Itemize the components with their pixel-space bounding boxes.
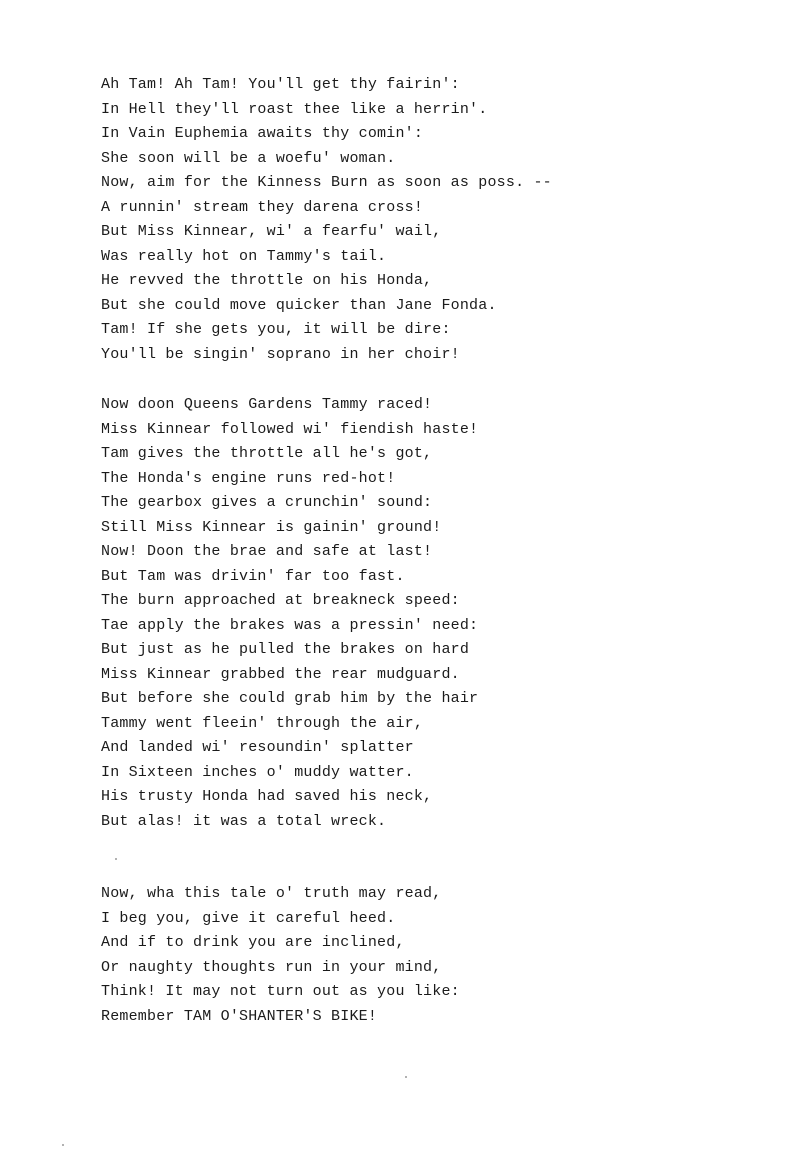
poem-line: A runnin' stream they darena cross! [101,198,424,216]
poem-line: He revved the throttle on his Honda, [101,272,433,289]
poem-line: Miss Kinnear grabbed the rear mudguard. [101,665,460,683]
stanza-1 [101,73,552,367]
poem-line: Tae apply the brakes was a pressin' need: [101,616,479,634]
poem-line: The burn approached at breakneck speed: [101,592,460,609]
poem-line: Ah Tam! Ah Tam! You'll get thy fairin': [101,76,460,93]
poem-line: But alas! it was a total wreck. [101,812,387,830]
poem-line: The gearbox gives a crunchin' sound: [101,494,433,511]
poem-line: But she could move quicker than Jane Fonda. [101,296,497,314]
poem-line: The Honda's engine runs red-hot! [101,469,396,487]
poem-line: And if to drink you are inclined, [101,934,405,951]
poem-line: But just as he pulled the brakes on hard [101,641,470,658]
scan-speck [62,1144,64,1146]
poem-line: I beg you, give it careful heed. [101,909,396,927]
poem-line: Tam gives the throttle all he's got, [101,445,433,462]
poem-line: Now, aim for the Kinness Burn as soon as poss. -- [101,174,552,191]
poem-line: But before she could grab him by the hair [101,690,479,707]
poem-line: Now doon Queens Gardens Tammy raced! [101,396,433,413]
poem-line: She soon will be a woefu' woman. [101,149,396,167]
scan-speck [405,1076,407,1078]
poem-line: Remember TAM O'SHANTER'S BIKE! [101,1007,378,1025]
scan-speck [115,858,117,860]
poem-line: Still Miss Kinnear is gainin' ground! [101,518,442,536]
poem-line: Tammy went fleein' through the air, [101,714,424,732]
poem-line: Or naughty thoughts run in your mind, [101,958,442,976]
stanza-3 [101,882,460,1029]
poem-line: In Sixteen inches o' muddy watter. [101,763,414,781]
poem-line: But Miss Kinnear, wi' a fearfu' wail, [101,223,442,240]
poem-line: His trusty Honda had saved his neck, [101,788,433,805]
poem-line: Miss Kinnear followed wi' fiendish haste! [101,420,479,438]
stanza-2 [101,393,478,834]
poem-line: In Vain Euphemia awaits thy comin': [101,125,424,142]
poem-line: Now, wha this tale o' truth may read, [101,885,442,902]
poem-line: You'll be singin' soprano in her choir! [101,345,460,363]
poem-line: Tam! If she gets you, it will be dire: [101,321,451,338]
poem-line: And landed wi' resoundin' splatter [101,739,414,756]
poem-line: Think! It may not turn out as you like: [101,983,460,1000]
poem-line: In Hell they'll roast thee like a herrin'. [101,100,488,118]
poem-line: Was really hot on Tammy's tail. [101,247,387,265]
poem-line: But Tam was drivin' far too fast. [101,567,405,585]
poem-line: Now! Doon the brae and safe at last! [101,543,433,560]
